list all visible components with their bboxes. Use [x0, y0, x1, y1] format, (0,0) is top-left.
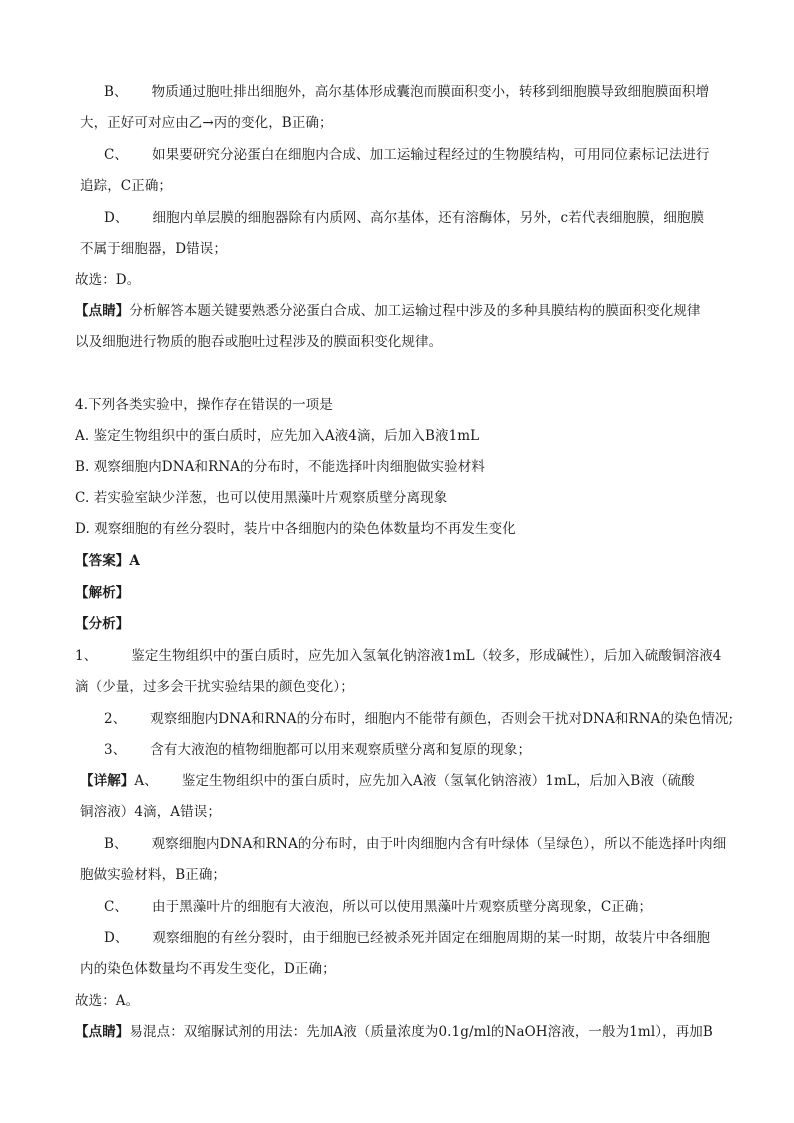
option-a: A. 鉴定生物组织中的蛋白质时，应先加入A液4滴，后加入B液1mL	[75, 428, 480, 444]
option-d-line-1	[104, 209, 704, 227]
analysis-point-2	[104, 710, 733, 728]
option-d: D. 观察细胞的有丝分裂时，装片中各细胞内的染色体数量均不再发生变化	[75, 521, 516, 537]
point-number: 1、	[75, 648, 98, 664]
option-letter: B、	[104, 84, 128, 100]
option-letter: A、	[134, 773, 158, 789]
note-line-2: 以及细胞进行物质的胞吞或胞吐过程涉及的膜面积变化规律。	[75, 334, 443, 350]
fenxi-heading: 【分析】	[75, 616, 130, 632]
option-c: C. 若实验室缺少洋葱，也可以使用黑藻叶片观察质壁分离现象	[75, 490, 448, 506]
option-c-line-2: 追踪，C正确；	[80, 178, 173, 194]
detail-a-line-2: 铜溶液）4滴，A错误；	[80, 804, 221, 820]
option-letter: C、	[104, 899, 129, 915]
note-text: 分析解答本题关键要熟悉分泌蛋白合成、加工运输过程中涉及的多种具膜结构的膜面积变化规律	[129, 303, 701, 319]
option-letter: C、	[104, 147, 129, 163]
point-number: 2、	[104, 711, 127, 727]
detail-c-line	[104, 898, 652, 916]
detail-b-line-1	[104, 835, 726, 853]
note-label: 【点睛】	[75, 1024, 130, 1040]
option-letter: D、	[104, 210, 129, 226]
option-b-line-2: 大，正好可对应由乙→丙的变化，B正确；	[80, 115, 333, 131]
detail-b-line-2: 胞做实验材料，B正确；	[80, 867, 227, 883]
detail-d-line-2: 内的染色体数量均不再发生变化，D正确；	[80, 961, 336, 977]
note-line	[75, 1023, 713, 1041]
option-text: 细胞内单层膜的细胞器除有内质网、高尔基体，还有溶酶体，另外，c若代表细胞膜，细胞膜	[152, 210, 705, 226]
point-text: 鉴定生物组织中的蛋白质时，应先加入氢氧化钠溶液1mL（较多，形成碱性），后加入硫酸铜溶液4	[131, 648, 722, 664]
analysis-point-3	[104, 741, 531, 759]
detail-d-line-1	[104, 929, 710, 947]
option-b-line-1	[104, 83, 709, 101]
option-d-line-2: 不属于细胞器，D错误；	[80, 241, 227, 257]
detail-text: 鉴定生物组织中的蛋白质时，应先加入A液（氢氧化钠溶液）1mL，后加入B液（硫酸	[181, 773, 695, 789]
point-number: 3、	[104, 742, 127, 758]
point-text: 含有大液泡的植物细胞都可以用来观察质壁分离和复原的现象；	[150, 742, 532, 758]
detail-text: 观察细胞的有丝分裂时，由于细胞已经被杀死并固定在细胞周期的某一时期，故装片中各细胞	[152, 930, 711, 946]
option-c-line-1	[104, 146, 710, 164]
note-line-1	[75, 302, 701, 320]
detail-a-line-1	[80, 772, 695, 790]
detail-text: 观察细胞内DNA和RNA的分布时，由于叶肉细胞内含有叶绿体（呈绿色），所以不能选择叶肉细	[151, 836, 727, 852]
note-text: 易混点：双缩脲试剂的用法：先加A液（质量浓度为0.1g/ml的NaOH溶液，一般为1ml），再加B	[129, 1024, 713, 1040]
option-b: B. 观察细胞内DNA和RNA的分布时，不能选择叶肉细胞做实验材料	[75, 459, 485, 475]
detail-text: 由于黑藻叶片的细胞有大液泡，所以可以使用黑藻叶片观察质壁分离现象，C正确；	[152, 899, 653, 915]
analysis-heading: 【解析】	[75, 585, 130, 601]
choice-line: 故选：A。	[75, 993, 140, 1009]
choice-line: 故选：D。	[75, 272, 141, 288]
answer-label: 【答案】A	[75, 553, 140, 569]
question-stem: 4.下列各类实验中，操作存在错误的一项是	[75, 397, 333, 413]
option-text: 物质通过胞吐排出细胞外，高尔基体形成囊泡而膜面积变小，转移到细胞膜导致细胞膜面积增	[151, 84, 710, 100]
point-text: 观察细胞内DNA和RNA的分布时，细胞内不能带有颜色，否则会干扰对DNA和RNA的染色情况;	[150, 711, 734, 727]
analysis-point-1-cont: 滴（少量，过多会干扰实验结果的颜色变化）；	[75, 679, 354, 695]
note-label: 【点睛】	[75, 303, 130, 319]
option-text: 如果要研究分泌蛋白在细胞内合成、加工运输过程经过的生物膜结构，可用同位素标记法进行	[152, 147, 710, 163]
option-letter: D、	[104, 930, 129, 946]
detail-label: 【详解】	[80, 773, 135, 789]
option-letter: B、	[104, 836, 128, 852]
analysis-point-1	[75, 647, 722, 665]
answer-line	[75, 552, 140, 570]
